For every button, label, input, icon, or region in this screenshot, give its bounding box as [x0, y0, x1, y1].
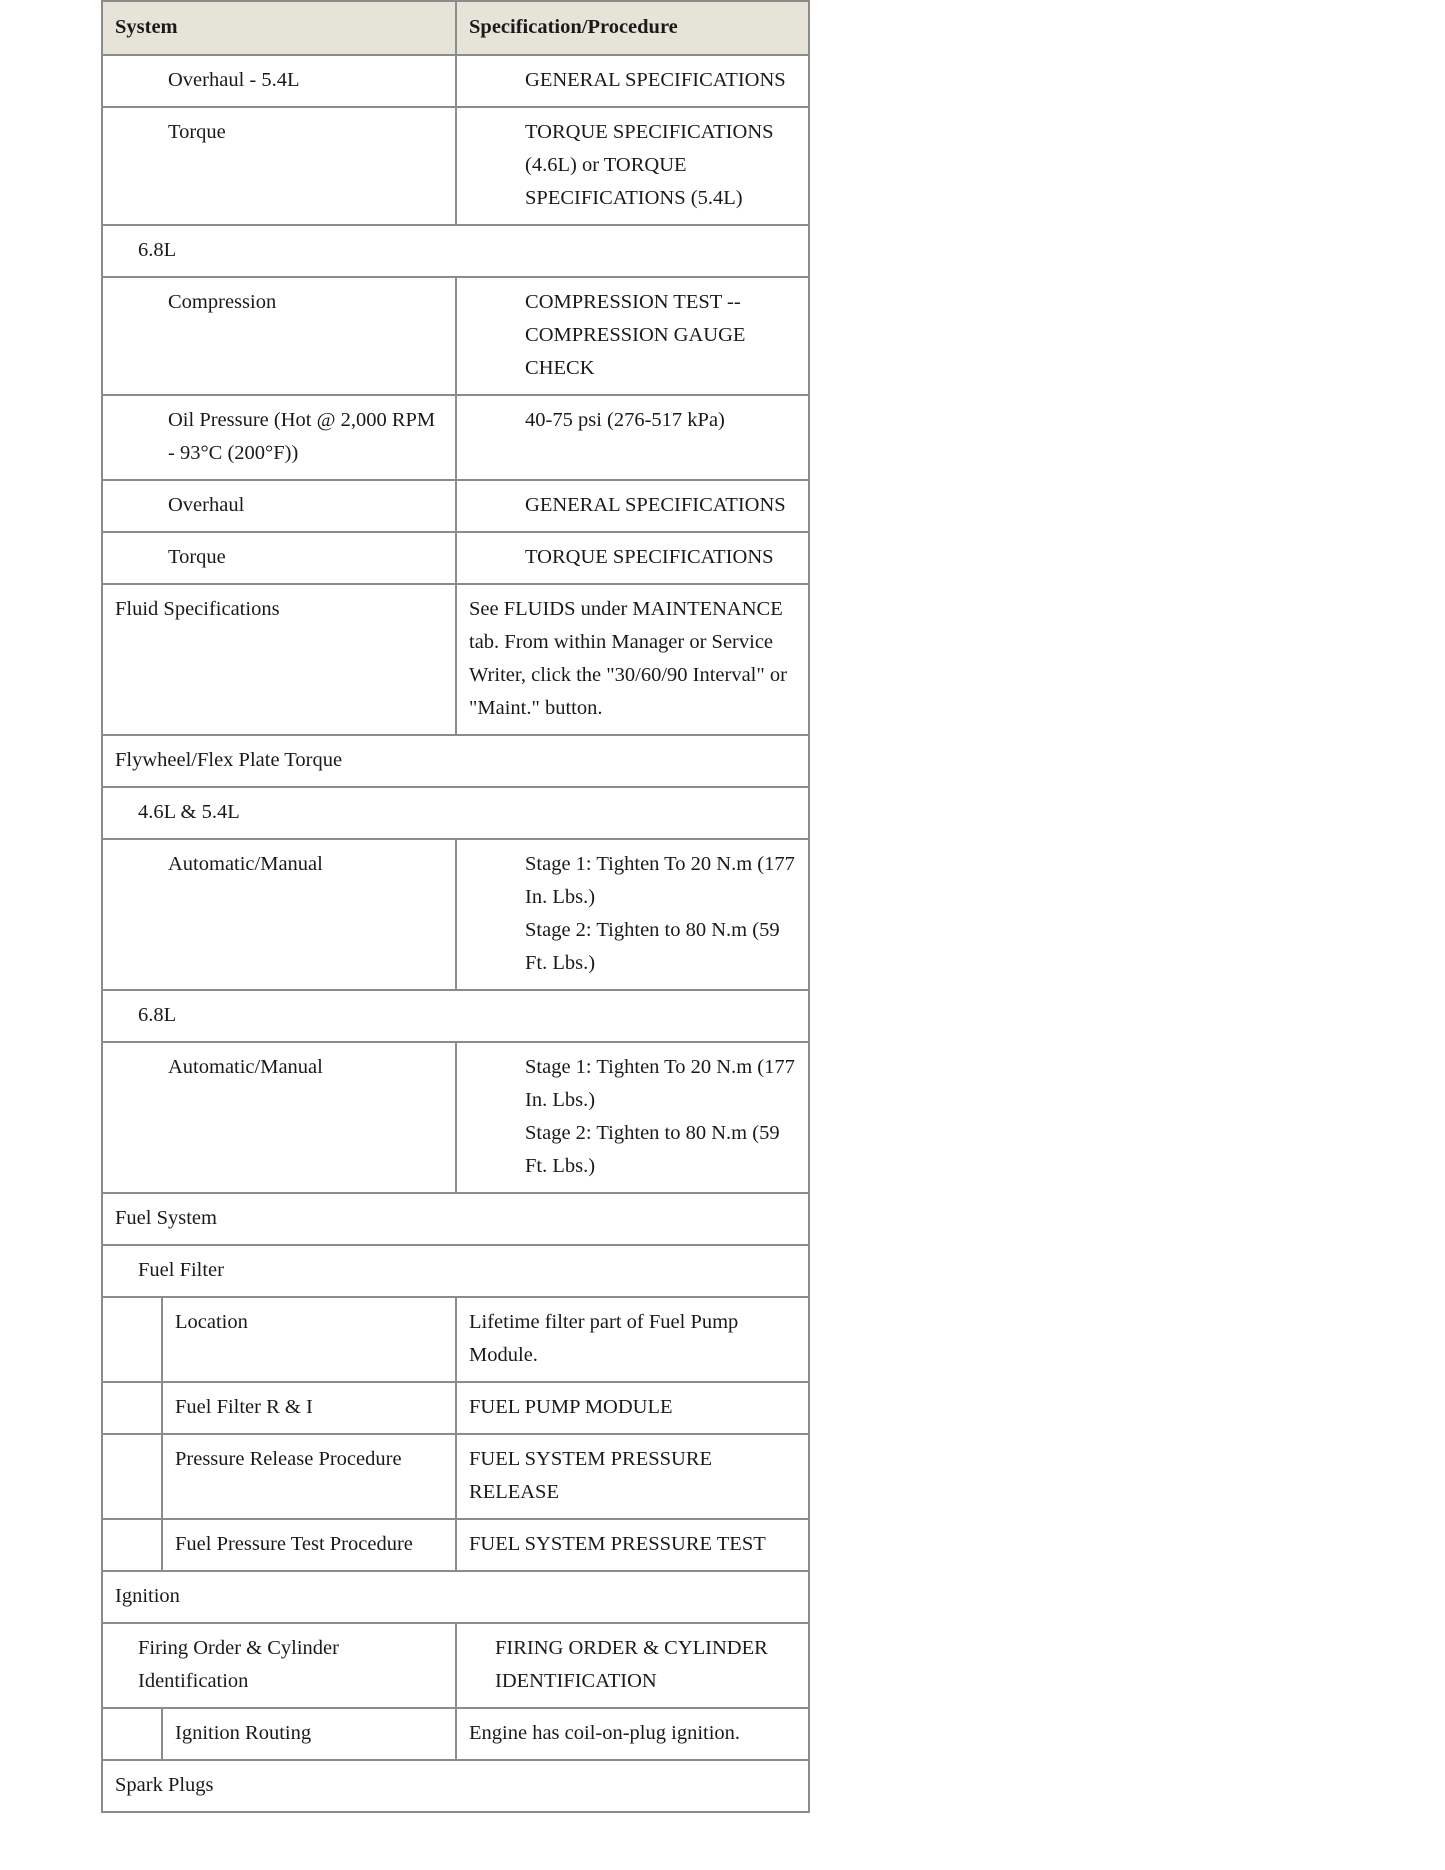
table-row	[102, 55, 809, 107]
section-row	[102, 787, 809, 839]
section-label: 6.8L	[102, 990, 809, 1042]
row-label: Oil Pressure (Hot @ 2,000 RPM - 93°C (200°F))	[102, 395, 456, 480]
row-label: Fuel Filter R & I	[162, 1382, 456, 1434]
row-label: Automatic/Manual	[102, 839, 456, 990]
section-row	[102, 225, 809, 277]
table-row	[102, 584, 809, 735]
section-label: Spark Plugs	[102, 1760, 809, 1812]
row-label: Pressure Release Procedure	[162, 1434, 456, 1519]
stage-1-text: Stage 1: Tighten To 20 N.m (177 In. Lbs.)	[525, 853, 795, 908]
table-row	[102, 107, 809, 225]
section-row	[102, 1193, 809, 1245]
row-value: TORQUE SPECIFICATIONS (4.6L) or TORQUE SPECIFICATIONS (5.4L)	[456, 107, 809, 225]
row-value: 40-75 psi (276-517 kPa)	[456, 395, 809, 480]
section-row	[102, 1760, 809, 1812]
row-label: Firing Order & Cylinder Identification	[102, 1623, 456, 1708]
row-label: Torque	[102, 532, 456, 584]
table-row	[102, 395, 809, 480]
table-row	[102, 277, 809, 395]
section-label: 6.8L	[102, 225, 809, 277]
section-row	[102, 1245, 809, 1297]
row-label: Ignition Routing	[162, 1708, 456, 1760]
row-value: GENERAL SPECIFICATIONS	[456, 55, 809, 107]
row-value: TORQUE SPECIFICATIONS	[456, 532, 809, 584]
spacer-cell	[102, 1708, 162, 1760]
row-label: Overhaul - 5.4L	[102, 55, 456, 107]
table-header-row	[102, 1, 809, 55]
row-value: Lifetime filter part of Fuel Pump Module.	[456, 1297, 809, 1382]
column-header-system: System	[102, 1, 456, 55]
section-label: 4.6L & 5.4L	[102, 787, 809, 839]
table-row	[102, 839, 809, 990]
table-row	[102, 1623, 809, 1708]
row-label: Automatic/Manual	[102, 1042, 456, 1193]
table-row	[102, 1434, 809, 1519]
row-label: Compression	[102, 277, 456, 395]
section-row	[102, 1571, 809, 1623]
row-value: FUEL SYSTEM PRESSURE TEST	[456, 1519, 809, 1571]
row-label: Location	[162, 1297, 456, 1382]
row-value: FIRING ORDER & CYLINDER IDENTIFICATION	[456, 1623, 809, 1708]
table-row	[102, 1519, 809, 1571]
table-row	[102, 1297, 809, 1382]
table-row	[102, 532, 809, 584]
spacer-cell	[102, 1519, 162, 1571]
section-label: Fuel System	[102, 1193, 809, 1245]
column-header-spec: Specification/Procedure	[456, 1, 809, 55]
row-value: FUEL SYSTEM PRESSURE RELEASE	[456, 1434, 809, 1519]
row-label: Fuel Pressure Test Procedure	[162, 1519, 456, 1571]
spacer-cell	[102, 1434, 162, 1519]
row-value: COMPRESSION TEST -- COMPRESSION GAUGE CHECK	[456, 277, 809, 395]
row-value	[456, 839, 809, 990]
row-value: Engine has coil-on-plug ignition.	[456, 1708, 809, 1760]
row-value: See FLUIDS under MAINTENANCE tab. From within Manager or Service Writer, click the "30/60/90 Interval" or "Maint." button.	[456, 584, 809, 735]
stage-1-text: Stage 1: Tighten To 20 N.m (177 In. Lbs.)	[525, 1056, 795, 1111]
row-label: Overhaul	[102, 480, 456, 532]
table-row	[102, 480, 809, 532]
row-value: GENERAL SPECIFICATIONS	[456, 480, 809, 532]
stage-2-text: Stage 2: Tighten to 80 N.m (59 Ft. Lbs.)	[525, 919, 780, 974]
row-label: Fluid Specifications	[102, 584, 456, 735]
table-row	[102, 1708, 809, 1760]
section-row	[102, 735, 809, 787]
table-row	[102, 1042, 809, 1193]
row-value	[456, 1042, 809, 1193]
spacer-cell	[102, 1297, 162, 1382]
stage-2-text: Stage 2: Tighten to 80 N.m (59 Ft. Lbs.)	[525, 1122, 780, 1177]
section-row	[102, 990, 809, 1042]
row-value: FUEL PUMP MODULE	[456, 1382, 809, 1434]
row-label: Torque	[102, 107, 456, 225]
section-label: Flywheel/Flex Plate Torque	[102, 735, 809, 787]
spacer-cell	[102, 1382, 162, 1434]
section-label: Fuel Filter	[102, 1245, 809, 1297]
section-label: Ignition	[102, 1571, 809, 1623]
table-row	[102, 1382, 809, 1434]
specification-table	[101, 0, 810, 1813]
